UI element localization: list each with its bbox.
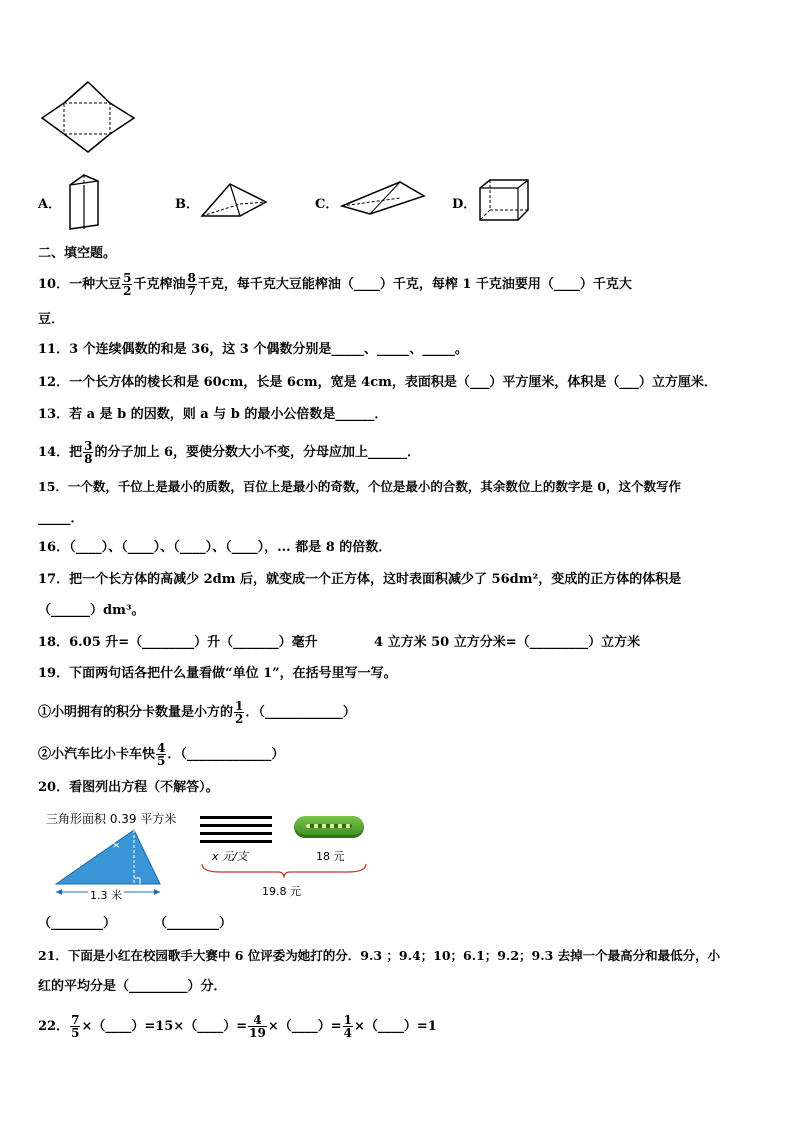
denominator: 4 bbox=[343, 1026, 352, 1040]
numerator: 5 bbox=[123, 271, 132, 285]
denominator: 5 bbox=[157, 754, 166, 768]
question-19-title: 19．下面两句话各把什么量看做“单位 1”，在括号里写一写。 bbox=[38, 666, 397, 681]
q15-part2: _____． bbox=[38, 511, 84, 526]
option-a-prism-figure bbox=[64, 173, 104, 231]
numerator: 7 bbox=[71, 1013, 80, 1027]
question-16: 16．（____）、（____）、（____）、（____），... 都是 8 的倍数． bbox=[38, 540, 392, 555]
triangle-height-label: x 米 bbox=[111, 828, 122, 848]
q14-part1: 14．把 bbox=[38, 445, 83, 460]
pencil-box-icon bbox=[294, 816, 364, 838]
denominator: 7 bbox=[187, 284, 196, 298]
question-22 bbox=[38, 1014, 437, 1039]
q22-part1: ×（____）=15×（____）= bbox=[81, 1019, 248, 1034]
option-b-pyramid-figure bbox=[200, 180, 270, 220]
q17-part2: （______）dm³。 bbox=[38, 603, 145, 618]
fraction bbox=[122, 272, 132, 297]
q19-item1-blank: ．（____________） bbox=[245, 705, 356, 720]
question-14 bbox=[38, 440, 420, 465]
q10-part4: 豆． bbox=[38, 312, 65, 327]
numerator: 1 bbox=[343, 1013, 352, 1027]
q10-part2: 千克榨油 bbox=[133, 277, 186, 292]
total-price-label: 19.8 元 bbox=[262, 885, 301, 898]
fraction bbox=[186, 272, 196, 297]
fraction bbox=[70, 1014, 80, 1039]
q20-blank-2: （________） bbox=[154, 916, 233, 931]
question-17: 17．把一个长方体的高减少 2dm 后，就变成一个正方体，这时表面积减少了 56dm²，变成的正方体的体积是 bbox=[38, 572, 682, 587]
q18-part1: 18．6.05 升=（________）升（_______）毫升 bbox=[38, 635, 318, 650]
question-21: 21．下面是小红在校园歌手大赛中 6 位评委为她打的分．9.3 ；9.4；10；6.1；9.2；9.3 去掉一个最高分和最低分，小 bbox=[38, 948, 721, 963]
fraction bbox=[156, 742, 166, 767]
denominator: 2 bbox=[235, 712, 244, 726]
q22-part3: ×（____）=1 bbox=[353, 1019, 437, 1034]
q19-item2-blank: ．（_____________） bbox=[167, 747, 285, 762]
pen-price-label: x 元/支 bbox=[212, 850, 248, 863]
denominator: 19 bbox=[249, 1026, 266, 1040]
question-10 bbox=[38, 272, 632, 297]
numerator: 3 bbox=[84, 439, 93, 453]
triangle-base-label: 1.3 米 bbox=[90, 889, 122, 902]
question-19-item2 bbox=[38, 742, 284, 767]
q10-part3: 千克，每千克大豆能榨油（____）千克，每榨 1 千克油要用（____）千克大 bbox=[197, 277, 632, 292]
total-brace bbox=[200, 862, 368, 880]
fraction bbox=[343, 1014, 353, 1039]
question-15: 15．一个数，千位上是最小的质数，百位上是最小的奇数，个位是最小的合数，其余数位上的数字是 0，这个数写作 bbox=[38, 479, 681, 494]
numerator: 1 bbox=[235, 699, 244, 713]
question-11: 11．3 个连续偶数的和是 36，这 3 个偶数分别是_____、_____、_____。 bbox=[38, 342, 468, 357]
option-a-label: A． bbox=[38, 197, 62, 212]
q19-item1-text: ①小明拥有的积分卡数量是小方的 bbox=[38, 705, 234, 720]
denominator: 8 bbox=[84, 452, 93, 466]
fraction bbox=[248, 1014, 267, 1039]
option-c-prism-figure bbox=[340, 180, 426, 218]
q20-blank-1: （________） bbox=[38, 916, 117, 931]
option-d-cube-figure bbox=[478, 178, 530, 222]
q22-part2: ×（____）= bbox=[267, 1019, 342, 1034]
q22-number: 22． bbox=[38, 1019, 70, 1034]
q18-part2: 4 立方米 50 立方分米=（_________）立方米 bbox=[374, 635, 641, 650]
question-12: 12．一个长方体的棱长和是 60cm，长是 6cm，宽是 4cm，表面积是（___）平方厘米，体积是（___）立方厘米． bbox=[38, 375, 717, 390]
option-c-label: C． bbox=[315, 197, 339, 212]
triangle-area-caption: 三角形面积 0.39 平方米 bbox=[46, 812, 177, 826]
fraction bbox=[83, 440, 93, 465]
box-price-label: 18 元 bbox=[316, 850, 345, 863]
numerator: 4 bbox=[157, 741, 166, 755]
q21-part2: 红的平均分是（_________）分． bbox=[38, 979, 227, 994]
question-20-title: 20．看图列出方程（不解答）。 bbox=[38, 780, 219, 795]
pen-bars-icon bbox=[200, 816, 272, 843]
q14-part2: 的分子加上 6，要使分数大小不变，分母应加上______． bbox=[94, 445, 421, 460]
question-13: 13．若 a 是 b 的因数，则 a 与 b 的最小公倍数是______． bbox=[38, 407, 388, 422]
fraction bbox=[234, 700, 244, 725]
question-18 bbox=[38, 633, 318, 653]
pyramid-net-figure bbox=[40, 80, 136, 154]
option-d-label: D． bbox=[452, 197, 477, 212]
q19-item2-text: ②小汽车比小卡车快 bbox=[38, 747, 156, 762]
q10-part1: 10．一种大豆 bbox=[38, 277, 122, 292]
question-19-item1 bbox=[38, 700, 356, 725]
option-b-label: B． bbox=[175, 197, 199, 212]
denominator: 2 bbox=[123, 284, 132, 298]
numerator: 4 bbox=[248, 1014, 267, 1027]
section-title: 二、填空题。 bbox=[38, 246, 117, 261]
denominator: 5 bbox=[71, 1026, 80, 1040]
numerator: 8 bbox=[187, 271, 196, 285]
